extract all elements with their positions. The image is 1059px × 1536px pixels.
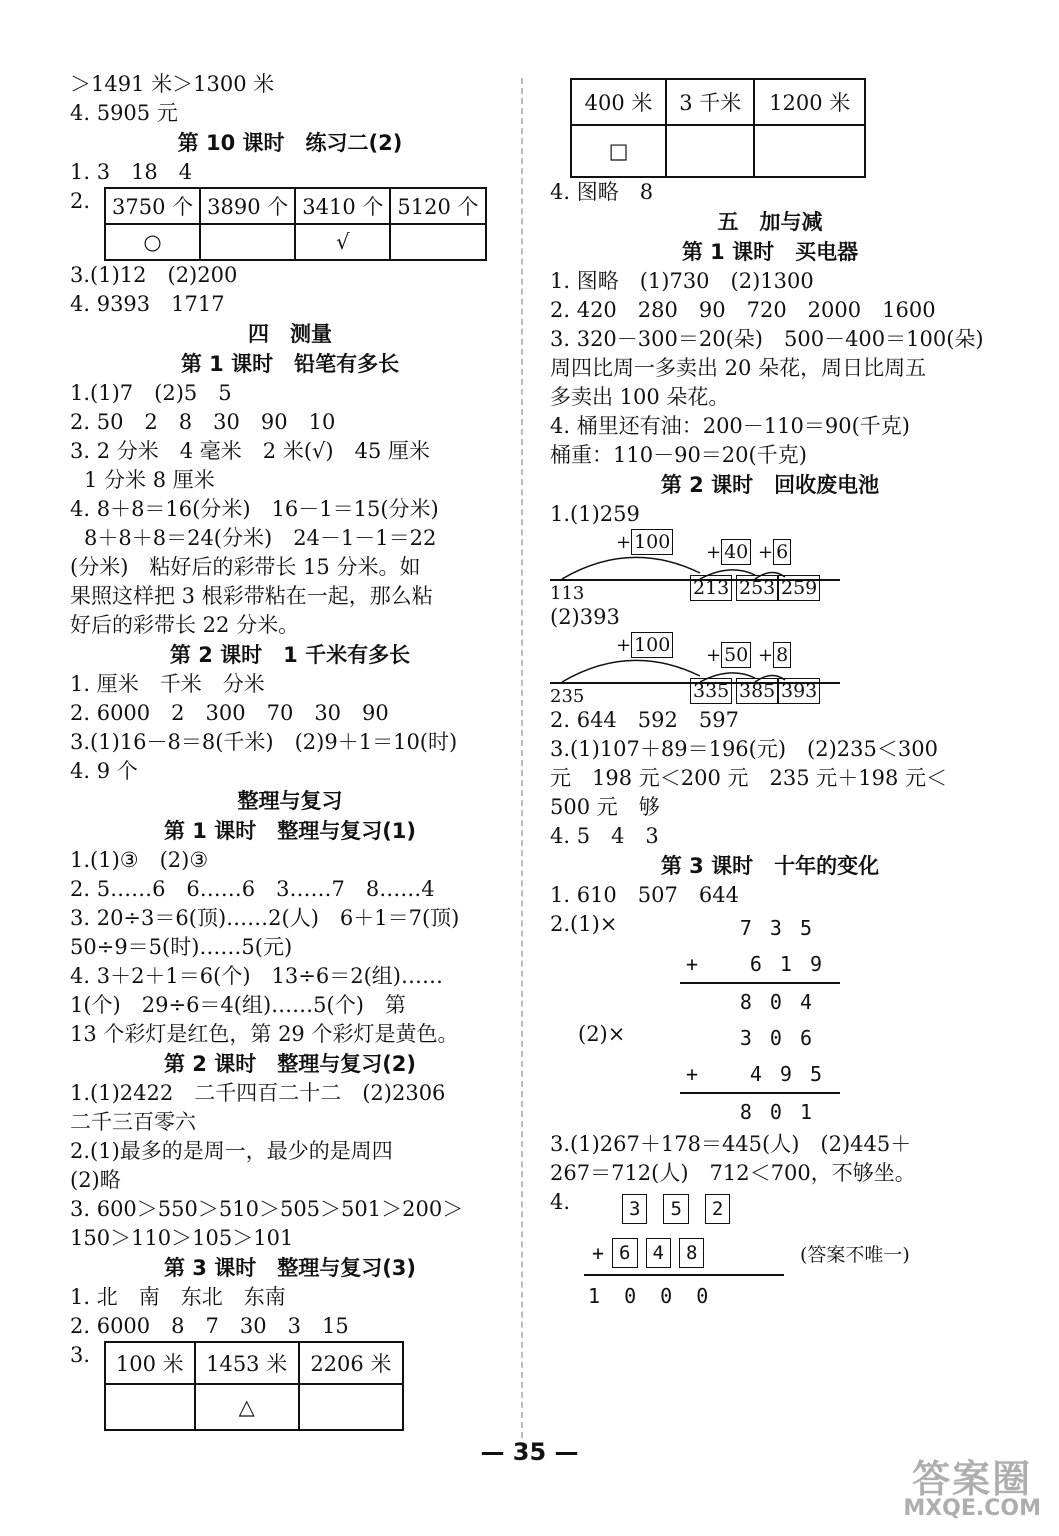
calc-top: 735: [739, 916, 830, 940]
item-label: 2.(1)×: [550, 912, 618, 936]
calc-block: [550, 1020, 990, 1130]
calc-add: [680, 1056, 840, 1094]
text-line: 2. 6000 8 7 30 3 15: [70, 1314, 349, 1338]
calc-add-value: 619: [749, 952, 840, 976]
table-cell: 1200 米: [754, 79, 865, 125]
lesson-heading: 第 3 课时 十年的变化: [660, 854, 880, 878]
digit-box: 2: [705, 1194, 730, 1224]
text-line: 1. 图略 (1)730 (2)1300: [550, 269, 814, 293]
text-line: 3.(1)267＋178＝445(人) (2)445＋: [550, 1132, 912, 1156]
table-cell: [299, 1384, 403, 1430]
text-line: 1. 610 507 644: [550, 883, 739, 907]
jump-label: + 40: [706, 539, 751, 565]
text-line: 3.(1)16－8＝8(千米) (2)9＋1＝10(时): [70, 730, 458, 754]
result-box: 259: [778, 575, 820, 601]
text-line: 1(个) 29÷6＝4(组)……5(个) 第: [70, 993, 406, 1017]
text-line: 2. 6000 2 300 70 30 90: [70, 701, 389, 725]
calc-top-row: [584, 1194, 784, 1224]
section-heading: 整理与复习: [237, 789, 343, 813]
answer-3-row: [70, 1341, 510, 1431]
item-label: 2.: [70, 189, 91, 213]
lesson-heading: 第 2 课时 1 千米有多长: [169, 643, 411, 667]
number-line: [550, 529, 990, 603]
boxed-calc: [584, 1188, 910, 1308]
text-line: (2)393: [550, 605, 620, 629]
text-line: 二千三百零六: [70, 1110, 196, 1134]
calc-block: [550, 1188, 990, 1308]
answer-table: [104, 187, 487, 261]
text-line: 2. 50 2 8 30 90 10: [70, 410, 336, 434]
start-number: 235: [550, 686, 585, 707]
calc-top: 306: [739, 1026, 830, 1050]
text-line: 500 元 够: [550, 795, 660, 819]
plus-sign: +: [686, 952, 699, 976]
table-cell: △: [195, 1384, 299, 1430]
text-line: 1.(1)③ (2)③: [70, 848, 209, 872]
text-line: 3.(1)107＋89＝196(元) (2)235＜300: [550, 737, 938, 761]
digit-box: 5: [663, 1194, 688, 1224]
item-label: 4.: [550, 1190, 571, 1214]
text-line: 2. 5……6 6……6 3……7 8……4: [70, 877, 435, 901]
calc-add-value: 495: [749, 1062, 840, 1086]
table-cell: [754, 125, 865, 177]
answer-2-row: [70, 187, 510, 261]
plus-sign: +: [592, 1241, 605, 1265]
jump-label: + 50: [706, 642, 751, 668]
text-line: 3. 600＞550＞510＞505＞501＞200＞: [70, 1197, 464, 1221]
text-line: 桶重：110－90＝20(千克): [550, 443, 807, 467]
unit-heading: 五 加与减: [717, 210, 823, 234]
text-line: 2. 420 280 90 720 2000 1600: [550, 298, 936, 322]
column-divider: [521, 78, 523, 1438]
start-number: 113: [550, 583, 585, 604]
lesson-heading: 第 2 课时 整理与复习(2): [163, 1052, 417, 1076]
plus-sign: +: [686, 1062, 699, 1086]
text-line: ＞1491 米＞1300 米: [70, 72, 275, 96]
text-line: 2.(1)最多的是周一，最少的是周四: [70, 1139, 393, 1163]
page-number-value: 35: [512, 1438, 547, 1466]
result-box: 253: [736, 575, 778, 601]
table-cell: [390, 224, 485, 260]
jump-box: 100: [631, 632, 673, 658]
lesson-heading: 第 1 课时 整理与复习(1): [163, 819, 417, 843]
table-cell: √: [295, 224, 390, 260]
text-line: 3.(1)12 (2)200: [70, 263, 238, 287]
text-line: 3. 2 分米 4 毫米 2 米(√) 45 厘米: [70, 439, 430, 463]
vertical-calc: [680, 910, 840, 1020]
vertical-calc: [680, 1020, 840, 1130]
jump-box: 8: [773, 642, 791, 668]
table-cell: □: [571, 125, 666, 177]
text-line: 4. 3＋2＋1＝6(个) 13÷6＝2(组)……: [70, 964, 443, 988]
table-cell: 2206 米: [299, 1342, 403, 1384]
jump-box: 40: [721, 539, 751, 565]
text-line: 周四比周一多卖出 20 朵花，周日比周五: [550, 356, 927, 380]
jump-label: + 6: [758, 539, 791, 565]
right-column: [550, 78, 990, 1308]
calc-block: [550, 910, 990, 1020]
text-line: 13 个彩灯是红色，第 29 个彩灯是黄色。: [70, 1022, 459, 1046]
left-column: [70, 70, 510, 1431]
table-cell: 100 米: [105, 1342, 195, 1384]
answer-table: [570, 78, 866, 178]
digit-box: 6: [612, 1238, 637, 1268]
text-line: 50÷9＝5(时)……5(元): [70, 935, 293, 959]
result-box: 213: [690, 575, 732, 601]
text-line: 267＝712(人) 712＜700，不够坐。: [550, 1161, 916, 1185]
table-cell: [200, 224, 295, 260]
table-cell: 5120 个: [390, 188, 485, 224]
text-line: 好后的彩带长 22 分米。: [70, 613, 300, 637]
digit-box: 3: [622, 1194, 647, 1224]
text-line: 果照这样把 3 根彩带粘在一起，那么粘: [70, 584, 433, 608]
digit-box: 8: [679, 1238, 704, 1268]
calc-sum: 1 0 0 0: [588, 1284, 715, 1308]
jump-box: 50: [721, 642, 751, 668]
table-cell: 3890 个: [200, 188, 295, 224]
text-line: 多卖出 100 朵花。: [550, 385, 730, 409]
text-line: 3. 320－300＝20(朵) 500－400＝100(朵): [550, 327, 984, 351]
text-line: 1. 3 18 4: [70, 160, 193, 184]
table-cell: [105, 1384, 195, 1430]
jump-box: 6: [773, 539, 791, 565]
watermark-logo: [903, 1457, 1041, 1524]
answer-table: [104, 1341, 404, 1431]
text-line: 1. 北 南 东北 东南: [70, 1285, 286, 1309]
text-line: 4. 桶里还有油：200－110＝90(千克): [550, 414, 910, 438]
lesson-heading: 第 1 课时 铅笔有多长: [180, 352, 400, 376]
result-box: 335: [690, 678, 732, 704]
calc-add: [680, 946, 840, 984]
text-line: 3. 20÷3＝6(顶)……2(人) 6＋1＝7(顶): [70, 906, 460, 930]
jump-label: + 100: [616, 529, 673, 555]
result-box: 385: [736, 678, 778, 704]
item-label: 3.: [70, 1343, 91, 1367]
table-cell: 3 千米: [666, 79, 754, 125]
text-line: 1.(1)7 (2)5 5: [70, 381, 232, 405]
jump-box: 100: [631, 529, 673, 555]
page-number: — 35 —: [480, 1438, 579, 1466]
text-line: 1.(1)259: [550, 502, 640, 526]
text-line: 4. 9393 1717: [70, 292, 225, 316]
note-text: (答案不唯一): [800, 1243, 910, 1266]
calc-sum: 801: [739, 1100, 830, 1124]
table-cell: 3750 个: [105, 188, 200, 224]
text-line: 2. 644 592 597: [550, 708, 739, 732]
text-line: 4. 图略 8: [550, 180, 654, 204]
jump-label: + 100: [616, 632, 673, 658]
text-line: 150＞110＞105＞101: [70, 1226, 294, 1250]
digit-box: 4: [646, 1238, 671, 1268]
text-line: 1 分米 8 厘米: [84, 468, 215, 492]
result-box: 393: [778, 678, 820, 704]
lesson-heading: 第 1 课时 买电器: [681, 240, 859, 264]
table-cell: ○: [105, 224, 200, 260]
table-cell: 400 米: [571, 79, 666, 125]
text-line: 1. 厘米 千米 分米: [70, 672, 265, 696]
lesson-heading: 第 3 课时 整理与复习(3): [163, 1256, 417, 1280]
table-cell: 3410 个: [295, 188, 390, 224]
text-line: 4. 8＋8＝16(分米) 16－1＝15(分米): [70, 497, 439, 521]
calc-sum: 804: [739, 990, 830, 1014]
lesson-heading: 第 10 课时 练习二(2): [177, 131, 403, 155]
text-line: 4. 5905 元: [70, 101, 178, 125]
text-line: 4. 5 4 3: [550, 824, 659, 848]
text-line: 8＋8＋8＝24(分米) 24－1－1＝22: [84, 526, 437, 550]
watermark-url: MXQE.COM: [903, 1496, 1041, 1521]
jump-label: + 8: [758, 642, 791, 668]
calc-add-row: [584, 1238, 910, 1276]
number-line: [550, 632, 990, 706]
lesson-heading: 第 2 课时 回收废电池: [660, 473, 880, 497]
table-cell: 1453 米: [195, 1342, 299, 1384]
item-label: (2)×: [578, 1022, 626, 1046]
text-line: 4. 9 个: [70, 759, 138, 783]
table-cell: [666, 125, 754, 177]
text-line: 元 198 元＜200 元 235 元＋198 元＜: [550, 766, 948, 790]
text-line: 1.(1)2422 二千四百二十二 (2)2306: [70, 1081, 446, 1105]
unit-heading: 四 测量: [248, 322, 332, 346]
watermark-text: 答案圈: [912, 1457, 1033, 1501]
text-line: (2)略: [70, 1168, 121, 1192]
text-line: (分米) 粘好后的彩带长 15 分米。如: [70, 555, 421, 579]
